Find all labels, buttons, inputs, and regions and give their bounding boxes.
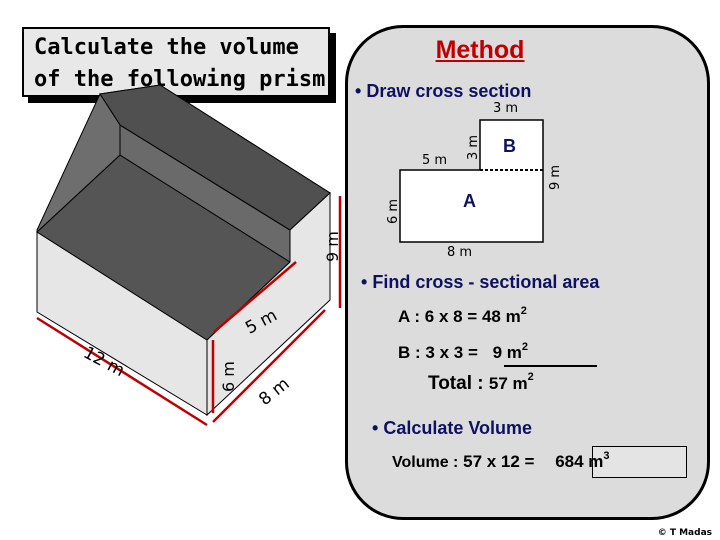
- cs-region-B: B: [503, 136, 516, 156]
- prism-label-6m: 6 m: [219, 361, 238, 392]
- step-3-label: Calculate Volume: [383, 418, 533, 438]
- area-B-value: 9 m: [492, 343, 522, 362]
- step-1-label: Draw cross section: [366, 81, 532, 101]
- cs-label-5m: 5 m: [422, 153, 448, 168]
- area-B-exponent: 2: [521, 341, 529, 353]
- cs-label-8m: 8 m: [447, 245, 473, 260]
- area-A-expression: 6 x 8 =: [424, 307, 478, 326]
- volume-row: [392, 452, 610, 472]
- cs-region-A: A: [463, 191, 476, 211]
- total-area-value: 57 m: [488, 374, 528, 393]
- volume-label: Volume :: [392, 454, 459, 471]
- prism-label-8m: 8 m: [255, 374, 294, 410]
- prism-label-9m: 9 m: [323, 231, 342, 262]
- area-B-row: [398, 343, 528, 363]
- question-title-line-2: of the following prism: [34, 67, 326, 92]
- total-area-row: [428, 373, 534, 395]
- cs-label-6m: 6 m: [386, 198, 401, 224]
- step-2-text: [361, 272, 599, 293]
- volume-result-exponent: 3: [603, 450, 610, 462]
- step-3-bullet: •: [372, 418, 379, 438]
- cs-label-9m: 9 m: [548, 164, 563, 190]
- prism-label-12m: 12 m: [79, 342, 128, 382]
- area-B-label: B :: [398, 343, 421, 362]
- area-A-row: [398, 307, 527, 327]
- step-1-bullet: •: [355, 81, 362, 101]
- area-A-label: A :: [398, 307, 421, 326]
- prism-label-5m: 5 m: [242, 305, 281, 339]
- step-3-text: [372, 418, 532, 439]
- step-2-label: Find cross - sectional area: [372, 272, 600, 292]
- volume-result: 684 m: [555, 452, 604, 471]
- total-area-exponent: 2: [527, 371, 534, 383]
- area-A-exponent: 2: [520, 305, 527, 317]
- step-2-bullet: •: [361, 272, 368, 292]
- area-B-expression: 3 x 3 =: [425, 343, 478, 362]
- method-heading: Method: [435, 36, 525, 64]
- cs-label-top-3m: 3 m: [493, 101, 519, 116]
- cs-label-B-3m: 3 m: [466, 134, 481, 160]
- volume-expression: 57 x 12 =: [463, 452, 535, 471]
- total-area-label: Total :: [428, 373, 484, 394]
- sum-underline: [504, 365, 597, 367]
- question-title-line-1: Calculate the volume: [34, 35, 299, 60]
- copyright-text: © T Madas: [657, 528, 712, 538]
- area-A-value: 48 m: [481, 307, 521, 326]
